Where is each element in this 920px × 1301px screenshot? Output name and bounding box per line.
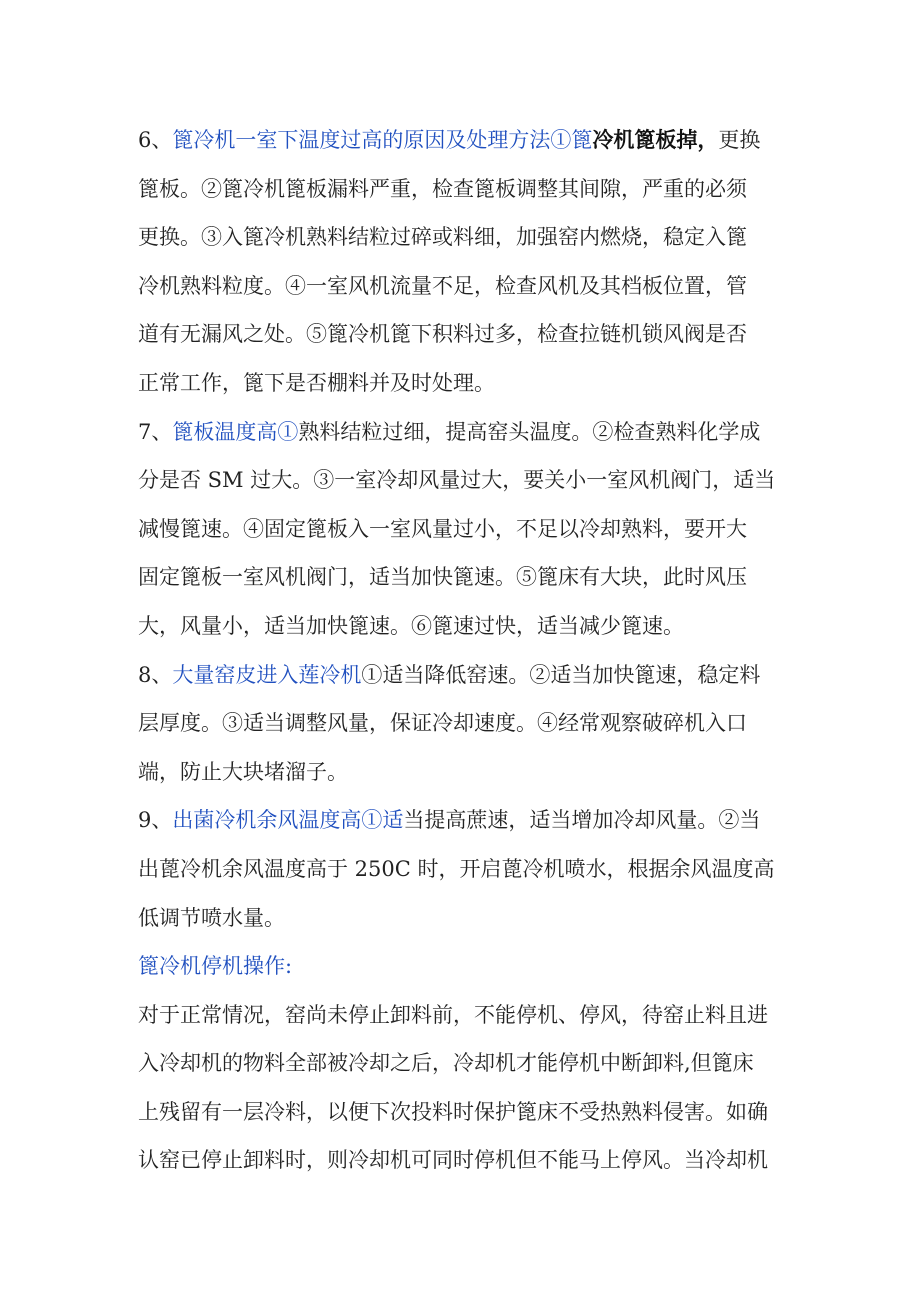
item6-line-6: 正常工作，篦下是否棚料并及时处理。 xyxy=(138,370,495,395)
item8-line-1-text: ①适当降低窑速。②适当加快篦速，稳定料 xyxy=(361,662,761,687)
item6-heading-bold: 冷机篦板掉， xyxy=(592,127,719,152)
item7-line-3: 减慢篦速。④固定篦板入一室风量过小，不足以冷却熟料，要开大 xyxy=(138,516,747,541)
item6-heading: 篦冷机一室下温度过高的原因及处理方法①篦 xyxy=(172,128,593,152)
section-line-3: 上残留有一层冷料，以便下次投料时保护篦床不受热熟料侵害。如确 xyxy=(138,1099,768,1124)
item7-line-1-text: 熟料结粒过细，提高窑头温度。②检查熟料化学成 xyxy=(298,419,761,444)
section-line-2: 入冷却机的物料全部被冷却之后，冷却机才能停机中断卸料,但篦床 xyxy=(138,1051,754,1076)
item6-number: 6、 xyxy=(138,128,173,152)
document-page xyxy=(138,116,788,1185)
item8-line-3: 端，防止大块堵溜子。 xyxy=(138,759,348,784)
item9-heading: 出菌冷机余风温度高①适 xyxy=(172,808,404,833)
item9-number: 9、 xyxy=(138,808,173,833)
item6-line-1-text: 更换 xyxy=(718,128,761,152)
item8-line-1 xyxy=(138,651,788,700)
item8-line-2: 层厚度。③适当调整风量，保证冷却速度。④经常观察破碎机入口 xyxy=(138,711,747,736)
item9-line-3: 低调节喷水量。 xyxy=(138,905,285,930)
item7-number: 7、 xyxy=(138,419,173,444)
item6-line-1 xyxy=(138,116,788,165)
item7-line-1 xyxy=(138,408,788,457)
item9-line-2: 出蓖冷机余风温度高于 250C 时，开启蓖冷机喷水，根据余风温度高 xyxy=(138,856,775,881)
item6-line-3: 更换。③入篦冷机熟料结粒过碎或料细，加强窑内燃烧，稳定入篦 xyxy=(138,225,747,250)
item9-line-1 xyxy=(138,796,788,845)
item7-line-2: 分是否 SM 过大。③一室冷却风量过大，要关小一室风机阀门，适当 xyxy=(138,468,776,493)
section-heading: 篦冷机停机操作: xyxy=(138,954,293,979)
item7-heading: 篦板温度高① xyxy=(172,419,299,444)
item9-line-1-text: 当提高蔗速，适当增加冷却风量。②当 xyxy=(403,808,761,833)
section-line-4: 认窑已停止卸料时，则冷却机可同时停机但不能马上停风。当冷却机 xyxy=(138,1148,768,1173)
item6-line-2: 篦板。②篦冷机篦板漏料严重，检查篦板调整其间隙，严重的必须 xyxy=(138,176,747,201)
item6-line-4: 冷机熟料粒度。④一室风机流量不足，检查风机及其档板位置，管 xyxy=(138,273,747,298)
section-line-1: 对于正常情况，窑尚未停止卸料前，不能停机、停风，待窑止料且进 xyxy=(138,1002,768,1027)
item7-line-5: 大，风量小，适当加快篦速。⑥篦速过快，适当减少篦速。 xyxy=(138,613,684,638)
item8-number: 8、 xyxy=(138,662,173,687)
item7-line-4: 固定篦板一室风机阀门，适当加快篦速。⑤篦床有大块，此时风压 xyxy=(138,565,747,590)
item6-line-5: 道有无漏风之处。⑤篦冷机篦下积料过多，检查拉链机锁风阀是否 xyxy=(138,322,747,347)
item8-heading: 大量窑皮进入莲冷机 xyxy=(172,662,362,687)
